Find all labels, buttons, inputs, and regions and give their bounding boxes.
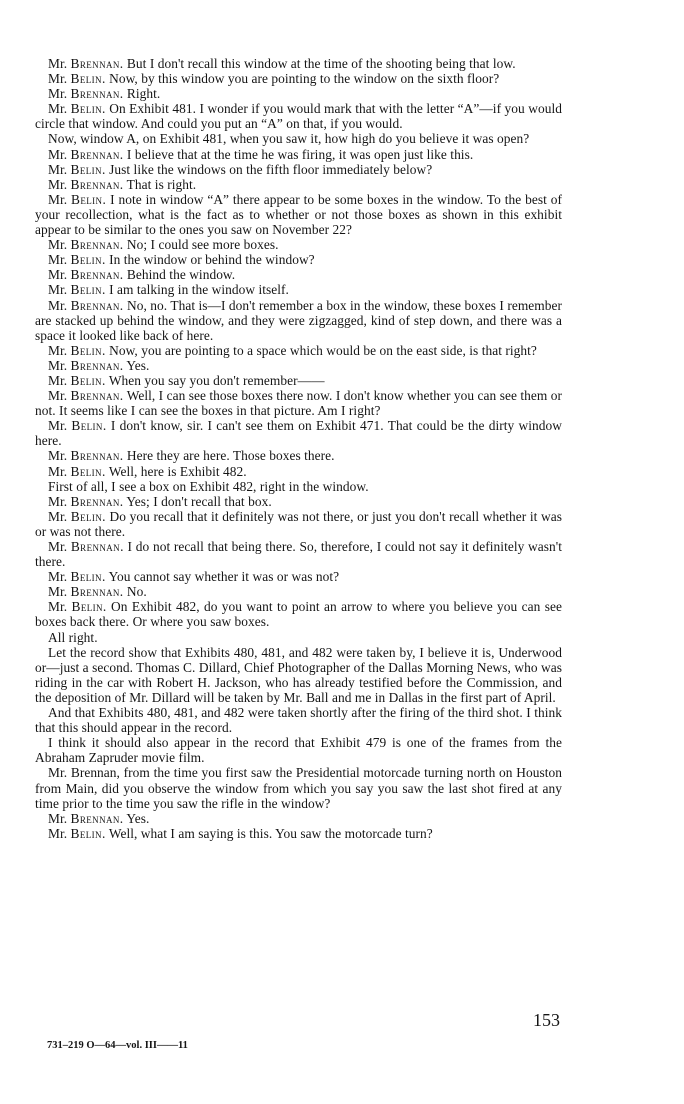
paragraph-text: Yes. bbox=[126, 357, 150, 373]
speaker-title: Mr. bbox=[48, 463, 68, 479]
speaker-name: Belin. bbox=[70, 463, 106, 479]
speaker-title: Mr. bbox=[48, 252, 68, 268]
paragraph-text: First of all, I see a box on Exhibit 482, right in the window. bbox=[48, 478, 369, 494]
speaker-name: Brennan. bbox=[70, 146, 124, 162]
speaker-name: Brennan. bbox=[70, 176, 124, 192]
paragraph-text: Well, here is Exhibit 482. bbox=[108, 463, 247, 479]
speaker-title: Mr. bbox=[48, 297, 68, 313]
speaker-name: Brennan. bbox=[70, 584, 124, 600]
testimony-paragraph bbox=[35, 86, 562, 101]
testimony-paragraph bbox=[35, 569, 562, 584]
speaker-name: Belin. bbox=[71, 418, 107, 434]
paragraph-text: Do you recall that it definitely was not there, or just you don't recall whether it was or was not there. bbox=[35, 508, 562, 539]
paragraph-text: That is right. bbox=[126, 176, 197, 192]
paragraph-text: I believe that at the time he was firing, it was open just like this. bbox=[126, 146, 474, 162]
testimony-paragraph bbox=[35, 101, 562, 131]
speaker-title: Mr. bbox=[48, 418, 68, 434]
paragraph-text: You cannot say whether it was or was not? bbox=[108, 569, 340, 585]
testimony-paragraph bbox=[35, 464, 562, 479]
testimony-paragraph bbox=[35, 71, 562, 86]
paragraph-text: Here they are here. Those boxes there. bbox=[126, 448, 335, 464]
paragraph-text: Yes. bbox=[126, 810, 150, 826]
speaker-name: Belin. bbox=[70, 825, 106, 841]
testimony-paragraph bbox=[35, 147, 562, 162]
paragraph-text: Now, by this window you are pointing to the window on the sixth floor? bbox=[109, 71, 500, 87]
testimony-body bbox=[35, 56, 562, 841]
testimony-paragraph bbox=[35, 448, 562, 463]
speaker-name: Brennan. bbox=[70, 297, 124, 313]
speaker-name: Belin. bbox=[71, 599, 107, 615]
testimony-paragraph bbox=[35, 252, 562, 267]
speaker-name: Brennan. bbox=[70, 388, 124, 404]
speaker-name: Brennan. bbox=[70, 357, 124, 373]
speaker-name: Belin. bbox=[70, 282, 106, 298]
paragraph-text: Now, you are pointing to a space which would be on the east side, is that right? bbox=[109, 342, 537, 358]
speaker-name: Belin. bbox=[70, 161, 106, 177]
speaker-name: Belin. bbox=[70, 252, 106, 268]
speaker-title: Mr. bbox=[48, 357, 68, 373]
paragraph-text: Well, what I am saying is this. You saw the motorcade turn? bbox=[108, 825, 433, 841]
testimony-paragraph bbox=[35, 599, 562, 629]
testimony-paragraph bbox=[35, 811, 562, 826]
paragraph-text: I think it should also appear in the record that Exhibit 479 is one of the frames from the Abraham Zapruder movie film. bbox=[35, 735, 562, 766]
page-number: 153 bbox=[533, 1010, 560, 1030]
speaker-title: Mr. bbox=[48, 825, 68, 841]
speaker-title: Mr. bbox=[48, 372, 68, 388]
speaker-title: Mr. bbox=[48, 176, 68, 192]
paragraph-text: Yes; I don't recall that box. bbox=[126, 493, 272, 509]
testimony-paragraph bbox=[35, 192, 562, 237]
speaker-name: Belin. bbox=[71, 191, 107, 207]
statement-paragraph bbox=[35, 630, 562, 645]
speaker-title: Mr. bbox=[48, 539, 68, 554]
speaker-name: Brennan. bbox=[70, 448, 124, 464]
paragraph-text: No, no. That is—I don't remember a box in the window, these boxes I remember are stacked up behind the window, and they were zigzagged, kind of step down, and there was a space it looked like back of here. bbox=[35, 297, 563, 343]
speaker-title: Mr. bbox=[48, 448, 68, 464]
paragraph-text: On Exhibit 482, do you want to point an arrow to where you believe you can see boxes back there. Or where you saw boxes. bbox=[35, 599, 562, 630]
speaker-title: Mr. bbox=[48, 810, 68, 826]
speaker-name: Belin. bbox=[70, 372, 106, 388]
paragraph-text: Mr. Brennan, from the time you first saw the Presidential motorcade turning north on Houston from Main, did you observe the window from which you say you saw the last shot fired at any time prior to the time you saw the rifle in the window? bbox=[35, 765, 562, 811]
testimony-paragraph bbox=[35, 237, 562, 252]
speaker-title: Mr. bbox=[48, 191, 68, 207]
statement-paragraph bbox=[35, 765, 562, 810]
paragraph-text: I am talking in the window itself. bbox=[109, 282, 289, 298]
speaker-name: Belin. bbox=[70, 508, 106, 524]
speaker-title: Mr. bbox=[48, 146, 68, 162]
speaker-title: Mr. bbox=[48, 282, 68, 298]
testimony-paragraph bbox=[35, 267, 562, 282]
testimony-paragraph bbox=[35, 373, 562, 388]
speaker-name: Brennan. bbox=[70, 539, 124, 554]
statement-paragraph bbox=[35, 645, 562, 705]
testimony-paragraph bbox=[35, 388, 562, 418]
paragraph-text: No; I could see more boxes. bbox=[126, 237, 279, 253]
speaker-title: Mr. bbox=[48, 508, 68, 524]
speaker-title: Mr. bbox=[48, 56, 68, 71]
speaker-title: Mr. bbox=[48, 569, 68, 585]
speaker-title: Mr. bbox=[48, 388, 68, 404]
speaker-title: Mr. bbox=[48, 342, 68, 358]
testimony-paragraph bbox=[35, 282, 562, 297]
paragraph-text: All right. bbox=[48, 629, 98, 645]
footer-print-code: 731–219 O—64—vol. III——11 bbox=[47, 1040, 188, 1051]
testimony-paragraph bbox=[35, 494, 562, 509]
paragraph-text: I do not recall that being there. So, therefore, I could not say it definitely wasn't there. bbox=[35, 539, 563, 570]
speaker-name: Brennan. bbox=[70, 86, 124, 102]
paragraph-text: No. bbox=[126, 584, 147, 600]
paragraph-text: But I don't recall this window at the time of the shooting being that low. bbox=[126, 56, 516, 71]
paragraph-text: Behind the window. bbox=[126, 267, 236, 283]
paragraph-text: Right. bbox=[126, 86, 161, 102]
paragraph-text: Let the record show that Exhibits 480, 481, and 482 were taken by, I believe it is, Underwood or—just a second. Thomas C. Dillard, Chief Photographer of the Dallas Morning News, who was riding in the car with Robert H. Jackson, who has already testified before the Commission, and the deposition of Mr. Dillard will be taken by Mr. Ball and me in Dallas in the first part of April. bbox=[35, 644, 562, 705]
testimony-paragraph bbox=[35, 539, 562, 569]
paragraph-text: On Exhibit 481. I wonder if you would mark that with the letter “A”—if you would circle that window. And could you put an “A” on that, if you would. bbox=[35, 101, 562, 132]
speaker-title: Mr. bbox=[48, 71, 68, 87]
paragraph-text: Just like the windows on the fifth floor immediately below? bbox=[109, 161, 433, 177]
testimony-paragraph bbox=[35, 509, 562, 539]
speaker-title: Mr. bbox=[48, 86, 68, 102]
speaker-title: Mr. bbox=[48, 161, 68, 177]
speaker-name: Belin. bbox=[70, 569, 106, 585]
paragraph-text: Now, window A, on Exhibit 481, when you saw it, how high do you believe it was open? bbox=[48, 131, 530, 147]
speaker-name: Brennan. bbox=[70, 237, 124, 253]
paragraph-text: I note in window “A” there appear to be some boxes in the window. To the best of your recollection, what is the fact as to whether or not those boxes as shown in this exhibit appear to be similar to the ones you saw on November 22? bbox=[35, 191, 562, 238]
statement-paragraph bbox=[35, 705, 562, 735]
testimony-paragraph bbox=[35, 298, 562, 343]
paragraph-text: When you say you don't remember—— bbox=[108, 372, 325, 388]
speaker-title: Mr. bbox=[48, 237, 68, 253]
paragraph-text: In the window or behind the window? bbox=[109, 252, 315, 268]
speaker-title: Mr. bbox=[48, 599, 68, 615]
paragraph-text: And that Exhibits 480, 481, and 482 were taken shortly after the firing of the third shot. I think that this should appear in the record. bbox=[35, 705, 562, 736]
speaker-name: Belin. bbox=[70, 342, 106, 358]
testimony-paragraph bbox=[35, 418, 562, 448]
testimony-paragraph bbox=[35, 177, 562, 192]
speaker-name: Belin. bbox=[70, 101, 106, 117]
speaker-name: Belin. bbox=[70, 71, 106, 87]
testimony-paragraph bbox=[35, 358, 562, 373]
testimony-paragraph bbox=[35, 162, 562, 177]
paragraph-text: I don't know, sir. I can't see them on Exhibit 471. That could be the dirty window here. bbox=[35, 418, 562, 449]
statement-paragraph bbox=[35, 131, 562, 146]
speaker-name: Brennan. bbox=[70, 810, 124, 826]
testimony-paragraph bbox=[35, 584, 562, 599]
testimony-paragraph bbox=[35, 826, 562, 841]
statement-paragraph bbox=[35, 735, 562, 765]
speaker-title: Mr. bbox=[48, 101, 68, 117]
speaker-name: Brennan. bbox=[70, 267, 124, 283]
speaker-title: Mr. bbox=[48, 584, 68, 600]
testimony-paragraph bbox=[35, 343, 562, 358]
testimony-paragraph bbox=[35, 56, 562, 71]
speaker-title: Mr. bbox=[48, 493, 68, 509]
speaker-name: Brennan. bbox=[70, 493, 124, 509]
statement-paragraph bbox=[35, 479, 562, 494]
speaker-title: Mr. bbox=[48, 267, 68, 283]
paragraph-text: Well, I can see those boxes there now. I don't know whether you can see them or not. It seems like I can see the boxes in that picture. Am I right? bbox=[35, 388, 563, 419]
speaker-name: Brennan. bbox=[70, 56, 124, 71]
